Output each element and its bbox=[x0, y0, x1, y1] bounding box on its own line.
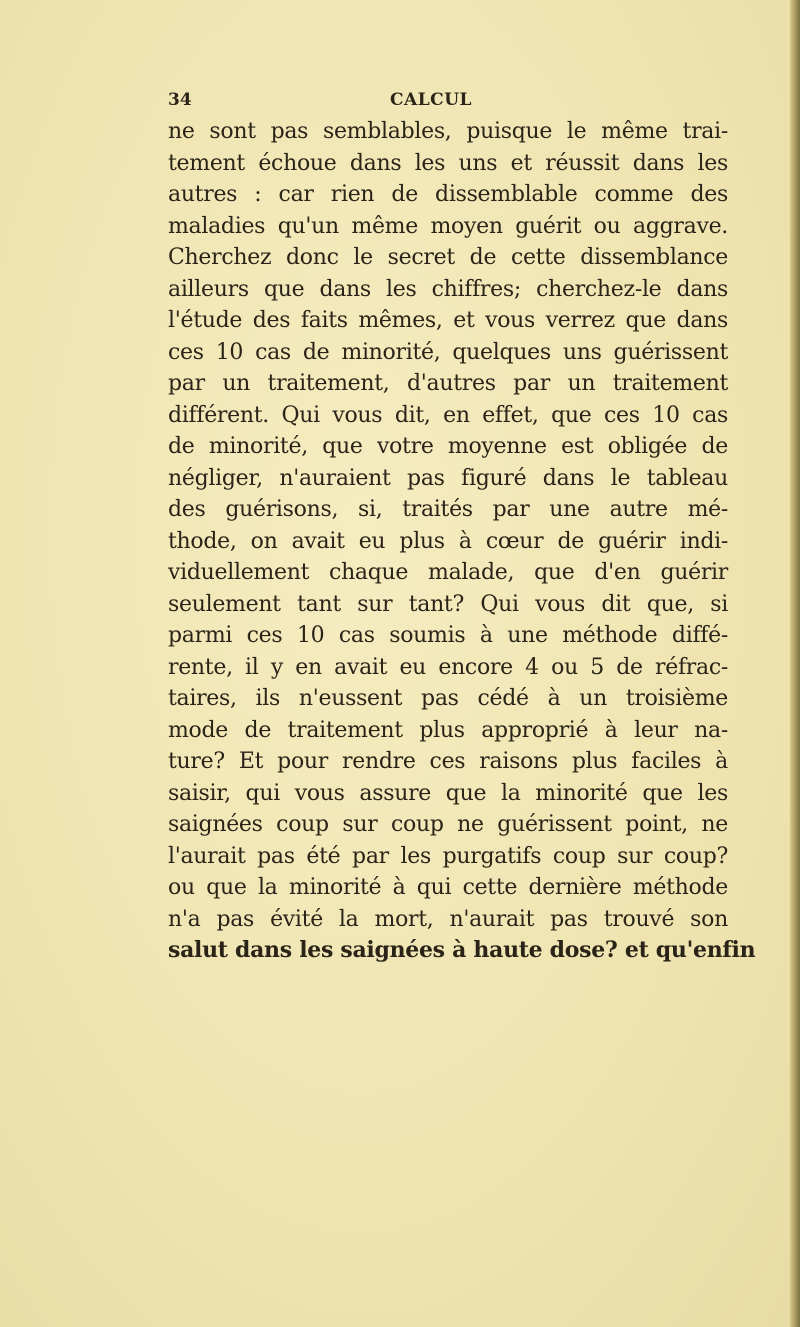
text-line: autres : car rien de dissemblable comme des bbox=[168, 182, 728, 207]
text-line: tement échoue dans les uns et réussit dans les bbox=[168, 150, 728, 176]
text-line: ou que la minorité à qui cette dernière méthode bbox=[168, 875, 728, 900]
text-line: différent. Qui vous dit, en effet, que ces 10 cas bbox=[168, 402, 728, 428]
text-line: maladies qu'un même moyen guérit ou aggrave. bbox=[168, 213, 728, 239]
page-edge-shadow bbox=[790, 0, 800, 1327]
text-line: parmi ces 10 cas soumis à une méthode diffé- bbox=[168, 623, 728, 648]
text-line: viduellement chaque malade, que d'en guérir bbox=[168, 560, 728, 585]
text-line: saignées coup sur coup ne guérissent point, ne bbox=[168, 812, 728, 837]
text-line: taires, ils n'eussent pas cédé à un troisième bbox=[168, 686, 728, 711]
text-line: seulement tant sur tant? Qui vous dit que, si bbox=[168, 591, 728, 617]
text-line: ailleurs que dans les chiffres; cherchez-le dans bbox=[168, 276, 728, 302]
text-line: l'aurait pas été par les purgatifs coup sur coup? bbox=[168, 843, 728, 869]
text-line: saisir, qui vous assure que la minorité que les bbox=[168, 780, 728, 806]
text-line: n'a pas évité la mort, n'aurait pas trouvé son bbox=[168, 906, 728, 932]
text-line: rente, il y en avait eu encore 4 ou 5 de réfrac- bbox=[168, 654, 728, 680]
text-line: Cherchez donc le secret de cette dissemblance bbox=[168, 245, 728, 270]
page-header bbox=[168, 90, 628, 114]
text-line: par un traitement, d'autres par un traitement bbox=[168, 371, 728, 396]
body-text bbox=[168, 116, 756, 967]
text-line: ture? Et pour rendre ces raisons plus faciles à bbox=[168, 749, 728, 774]
page-number: 34 bbox=[168, 90, 192, 110]
text-line: salut dans les saignées à haute dose? et qu'enfin bbox=[168, 937, 756, 963]
text-line: thode, on avait eu plus à cœur de guérir indi- bbox=[168, 528, 728, 554]
text-line: ces 10 cas de minorité, quelques uns guérissent bbox=[168, 339, 728, 365]
text-line: des guérisons, si, traités par une autre mé- bbox=[168, 497, 728, 522]
running-head: CALCUL bbox=[390, 90, 472, 110]
text-line: de minorité, que votre moyenne est obligée de bbox=[168, 434, 728, 459]
text-line: négliger, n'auraient pas figuré dans le tableau bbox=[168, 465, 728, 491]
text-line: mode de traitement plus approprié à leur na- bbox=[168, 717, 728, 743]
text-line: ne sont pas semblables, puisque le même trai- bbox=[168, 119, 728, 144]
text-line: l'étude des faits mêmes, et vous verrez que dans bbox=[168, 308, 728, 333]
